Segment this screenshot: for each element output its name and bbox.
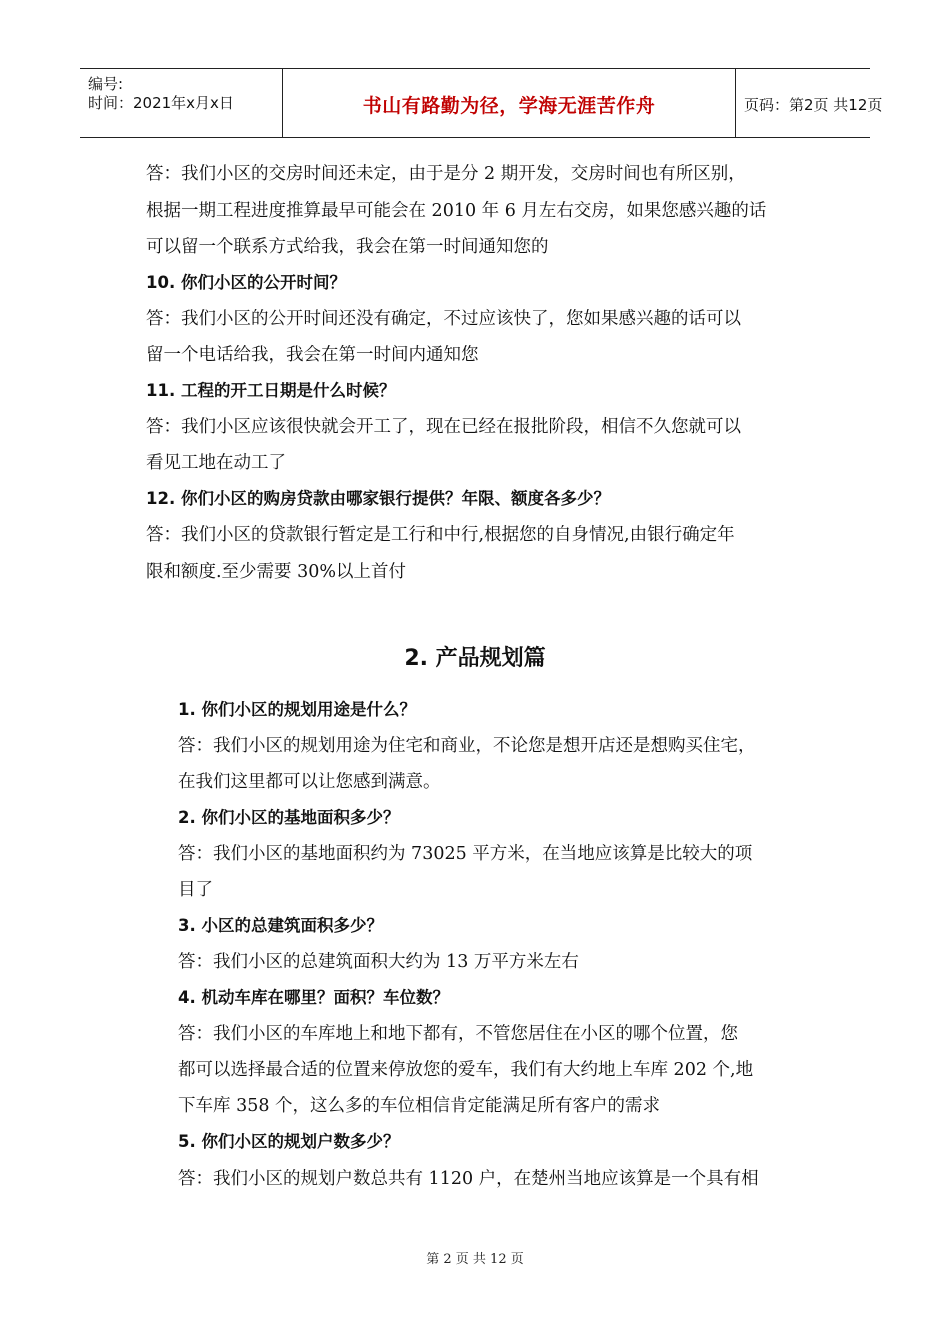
- page-footer: 第 2 页 共 12 页: [426, 1252, 524, 1267]
- section-title: 2. 产品规划篇: [404, 646, 546, 671]
- paragraph-line: 都可以选择最合适的位置来停放您的爱车，我们有大约地上车库 202 个,地: [178, 1060, 754, 1080]
- paragraph-line: 看见工地在动工了: [146, 453, 286, 473]
- header-center-cell: [282, 69, 736, 137]
- paragraph-line: 答：我们小区的规划户数总共有 1120 户，在楚州当地应该算是一个具有相: [178, 1169, 759, 1189]
- paragraph-line: 答：我们小区的贷款银行暂定是工行和中行,根据您的自身情况,由银行确定年: [146, 525, 735, 545]
- paragraph-line: 在我们这里都可以让您感到满意。: [178, 772, 441, 792]
- paragraph-line: 限和额度.至少需要 30%以上首付: [146, 562, 407, 582]
- paragraph-line: 答：我们小区的公开时间还没有确定，不过应该快了，您如果感兴趣的话可以: [146, 309, 741, 329]
- paragraph-line: 答：我们小区应该很快就会开工了，现在已经在报批阶段，相信不久您就可以: [146, 417, 741, 437]
- question-heading: 12. 你们小区的购房贷款由哪家银行提供？年限、额度各多少？: [146, 489, 610, 508]
- serial-label: 编号:: [88, 75, 124, 93]
- date-label: 时间：2021年x月x日: [88, 94, 234, 112]
- paragraph-line: 答：我们小区的总建筑面积大约为 13 万平方米左右: [178, 952, 579, 972]
- header-right-cell: [736, 69, 883, 137]
- paragraph-line: 下车库 358 个，这么多的车位相信肯定能满足所有客户的需求: [178, 1096, 661, 1116]
- header-left-cell: [80, 69, 282, 137]
- paragraph-line: 答：我们小区的车库地上和地下都有，不管您居住在小区的哪个位置，您: [178, 1024, 738, 1044]
- header-table: [80, 68, 883, 138]
- paragraph-line: 答：我们小区的规划用途为住宅和商业，不论您是想开店还是想购买住宅，: [178, 736, 756, 756]
- page-info: 页码：第2页 共12页: [744, 96, 883, 114]
- question-heading: 4. 机动车库在哪里？面积？车位数？: [178, 988, 449, 1007]
- question-heading: 2. 你们小区的基地面积多少？: [178, 808, 400, 827]
- paragraph-line: 留一个电话给我，我会在第一时间内通知您: [146, 345, 479, 365]
- question-heading: 5. 你们小区的规划户数多少？: [178, 1132, 400, 1151]
- paragraph-line: 答：我们小区的基地面积约为 73025 平方米，在当地应该算是比较大的项: [178, 844, 753, 864]
- question-heading: 11. 工程的开工日期是什么时候？: [146, 381, 396, 400]
- paragraph-line: 根据一期工程进度推算最早可能会在 2010 年 6 月左右交房，如果您感兴趣的话: [146, 201, 767, 221]
- paragraph-line: 答：我们小区的交房时间还未定，由于是分 2 期开发，交房时间也有所区别，: [146, 164, 746, 184]
- motto: 书山有路勤为径，学海无涯苦作舟: [362, 95, 656, 117]
- paragraph-line: 可以留一个联系方式给我，我会在第一时间通知您的: [146, 237, 549, 257]
- question-heading: 10. 你们小区的公开时间？: [146, 273, 346, 292]
- question-heading: 3. 小区的总建筑面积多少？: [178, 916, 383, 935]
- paragraph-line: 目了: [178, 880, 213, 900]
- question-heading: 1. 你们小区的规划用途是什么？: [178, 700, 416, 719]
